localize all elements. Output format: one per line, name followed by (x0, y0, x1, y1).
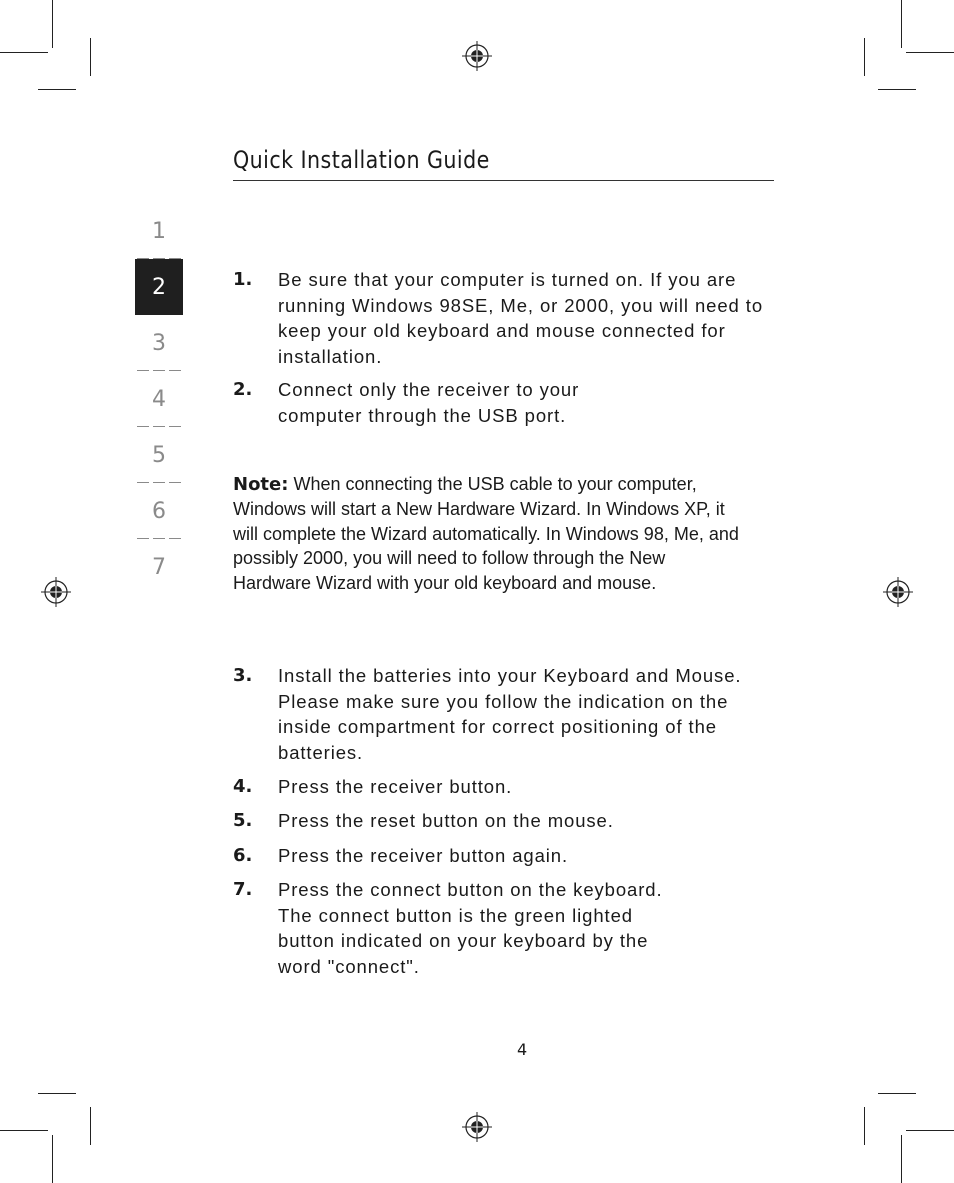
step-number: 7. (233, 879, 253, 900)
page-number: 4 (517, 1040, 528, 1059)
step-number: 3. (233, 665, 253, 686)
chapter-tab-2[interactable]: 2 (135, 259, 183, 315)
chapter-tab-1[interactable]: 1 (135, 203, 183, 259)
step-number: 4. (233, 776, 253, 797)
step-text: Be sure that your computer is turned on. If you are running Windows 98SE, Me, or 2000, you will need to keep your old keyboard and mouse connected for installation. (278, 269, 764, 367)
crop-mark (0, 52, 48, 53)
step-text: Install the batteries into your Keyboard and Mouse. Please make sure you follow the indication on the inside compartment for correct positioning of the batteries. (278, 665, 742, 763)
note-label: Note: (233, 474, 289, 495)
step-number: 2. (233, 379, 253, 400)
chapter-tab-7[interactable]: 7 (152, 554, 166, 580)
crop-mark (901, 1135, 902, 1183)
step-number: 1. (233, 269, 253, 290)
crop-mark (90, 1107, 91, 1145)
chapter-tab-3[interactable]: 3 (135, 315, 183, 371)
chapter-tab-4[interactable]: 4 (135, 371, 183, 427)
page-title: Quick Installation Guide (233, 146, 490, 174)
note-text: When connecting the USB cable to your computer, Windows will start a New Hardware Wizard. In Windows XP, it will complete the Wizard automatically. In Windows 98, Me, and possibly 2000, you will need to follow through the New Hardware Wizard with your old keyboard and mouse. (233, 474, 739, 593)
crop-mark (52, 0, 53, 48)
step-text: Press the connect button on the keyboard. The connect button is the green lighted button indicated on your keyboard by the word "connect". (278, 879, 663, 977)
step-text: Press the receiver button again. (278, 845, 569, 866)
crop-mark (878, 1093, 916, 1094)
step-number: 5. (233, 810, 253, 831)
registration-mark-icon (462, 41, 492, 71)
note-block (233, 472, 743, 595)
crop-mark (90, 38, 91, 76)
crop-mark (906, 52, 954, 53)
crop-mark (38, 89, 76, 90)
registration-mark-icon (883, 577, 913, 607)
crop-mark (0, 1130, 48, 1131)
chapter-tabs (135, 203, 183, 595)
chapter-tab-6[interactable]: 6 (135, 483, 183, 539)
crop-mark (864, 1107, 865, 1145)
title-divider (233, 180, 774, 181)
chapter-tab-5[interactable]: 5 (135, 427, 183, 483)
crop-mark (901, 0, 902, 48)
step-text: Connect only the receiver to your computer through the USB port. (278, 379, 580, 426)
registration-mark-icon (462, 1112, 492, 1142)
step-number: 6. (233, 845, 253, 866)
crop-mark (52, 1135, 53, 1183)
crop-mark (878, 89, 916, 90)
registration-mark-icon (41, 577, 71, 607)
crop-mark (38, 1093, 76, 1094)
crop-mark (906, 1130, 954, 1131)
step-text: Press the receiver button. (278, 776, 513, 797)
crop-mark (864, 38, 865, 76)
step-text: Press the reset button on the mouse. (278, 810, 614, 831)
